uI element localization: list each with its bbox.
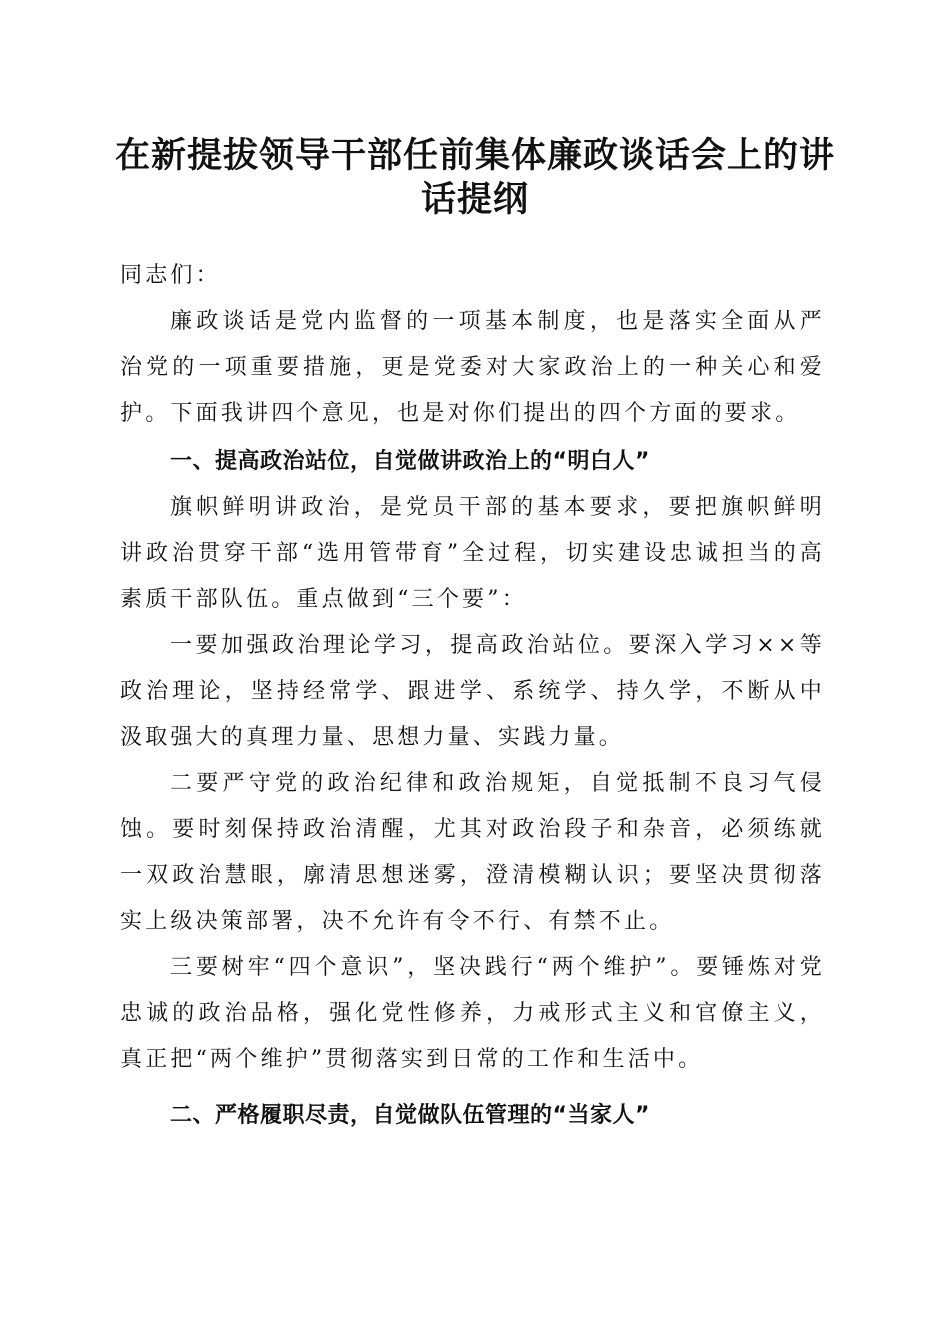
section-1-heading: 一、提高政治站位，自觉做讲政治上的“明白人” bbox=[170, 449, 650, 474]
section-1-lead-paragraph: 旗帜鲜明讲政治，是党员干部的基本要求，要把旗帜鲜明讲政治贯穿干部“选用管带育”全过程，切实建设忠诚担当的高素质干部队伍。重点做到“三个要”： bbox=[120, 495, 825, 612]
section-1-point-3: 三要树牢“四个意识”，坚决践行“两个维护”。要锤炼对党忠诚的政治品格，强化党性修养，力戒形式主义和官僚主义，真正把“两个维护”贯彻落实到日常的工作和生活中。 bbox=[120, 955, 825, 1072]
document-body bbox=[120, 253, 825, 1139]
document-title: 在新提拔领导干部任前集体廉政谈话会上的讲话提纲 bbox=[114, 135, 835, 220]
section-1-point-2: 二要严守党的政治纪律和政治规矩，自觉抵制不良习气侵蚀。要时刻保持政治清醒，尤其对政治段子和杂音，必须练就一双政治慧眼，廓清思想迷雾，澄清模糊认识；要坚决贯彻落实上级决策部署，决不允许有令不行、有禁不止。 bbox=[120, 771, 825, 934]
intro-paragraph: 廉政谈话是党内监督的一项基本制度，也是落实全面从严治党的一项重要措施，更是党委对大家政治上的一种关心和爱护。下面我讲四个意见，也是对你们提出的四个方面的要求。 bbox=[120, 309, 825, 426]
section-1-point-1: 一要加强政治理论学习，提高政治站位。要深入学习××等政治理论，坚持经常学、跟进学、系统学、持久学，不断从中汲取强大的真理力量、思想力量、实践力量。 bbox=[120, 633, 825, 750]
salutation: 同志们： bbox=[120, 263, 221, 288]
section-2-heading: 二、严格履职尽责，自觉做队伍管理的“当家人” bbox=[170, 1103, 650, 1128]
